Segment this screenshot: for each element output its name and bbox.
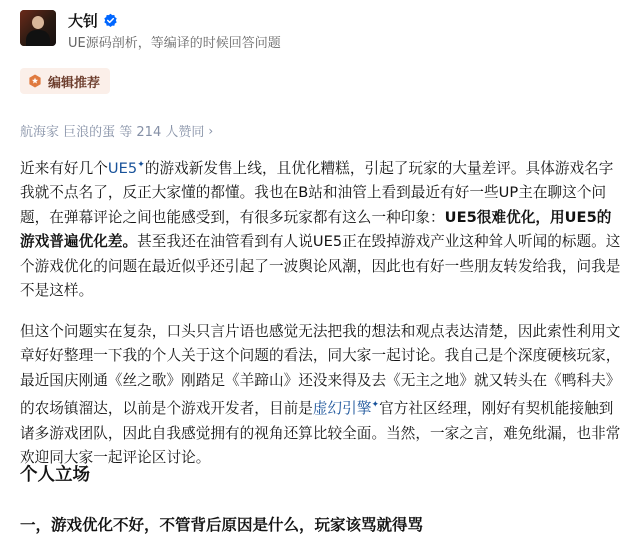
p1-strong: UE5很难优化，用UE5的游戏普遍优化差。: [20, 208, 612, 251]
author-info: [68, 10, 281, 51]
hexagon-star-icon: [28, 74, 42, 88]
p1-text-b: 的游戏新发售上线，且优化糟糕，引起了玩家的大量差评。具体游戏名字我就不点名了，反正大家懂的都懂。我也在B站和油管上看到最近有好一些UP主在聊这个问题，在弹幕评论之间也能感受到，有很多玩家都有这么一种印象：: [20, 159, 614, 226]
author-name[interactable]: 大钊: [68, 11, 99, 30]
chevron-right-icon: ›: [208, 123, 214, 138]
p2-text-a: 但这个问题实在复杂，口头只言片语也感觉无法把我的想法和观点表达清楚，因此索性利用文章好好整理一下我的个人关于这个问题的看法，同大家一起讨论。我自己是个深度硬核玩家，最近国庆刚通《丝之歌》刚踏足《羊蹄山》还没来得及去《无主之地》就又转头在《鸭科夫》的农场镇溜达，以前是个游戏开发者，目前是: [20, 322, 621, 418]
unreal-engine-link[interactable]: 虚幻引擎: [312, 400, 372, 418]
author-bio: UE源码剖析，等编译的时候回答问题: [68, 36, 281, 51]
heading-personal-stance: 个人立场: [20, 465, 90, 485]
paragraph-2: [20, 320, 624, 471]
ue5-link[interactable]: UE5: [107, 159, 138, 177]
upvote-text: 航海家 巨浪的蛋 等 214 人赞同: [20, 125, 205, 140]
editor-pick-label: 编辑推荐: [48, 75, 101, 91]
p2-text-b: 官方社区经理，刚好有契机能接触到诸多游戏团队，因此自我感觉拥有的视角还算比较全面。当然，一家之言，难免纰漏，也非常欢迎同大家一起评论区讨论。: [20, 400, 621, 467]
p1-text-a: 近来有好几个: [20, 159, 108, 177]
paragraph-1: [20, 153, 624, 304]
heading-section-one: 一，游戏优化不好，不管背后原因是什么，玩家该骂就得骂: [20, 516, 424, 534]
author-name-row: [68, 10, 281, 30]
verified-badge-icon: [103, 13, 118, 28]
article-body: [20, 153, 624, 487]
sparkle-icon: ✦: [137, 160, 145, 170]
avatar[interactable]: [20, 10, 56, 46]
p1-text-c: 甚至我还在油管看到有人说UE5正在毁掉游戏产业这种耸人听闻的标题。这个游戏优化的问题在最近似乎还引起了一波舆论风潮，因此也有好一些朋友转发给我，问我是不是这样。: [20, 233, 621, 300]
author-card: [20, 10, 281, 51]
editor-pick-badge[interactable]: [20, 68, 110, 94]
sparkle-icon: ✦: [371, 400, 380, 411]
upvote-summary[interactable]: [20, 121, 213, 140]
